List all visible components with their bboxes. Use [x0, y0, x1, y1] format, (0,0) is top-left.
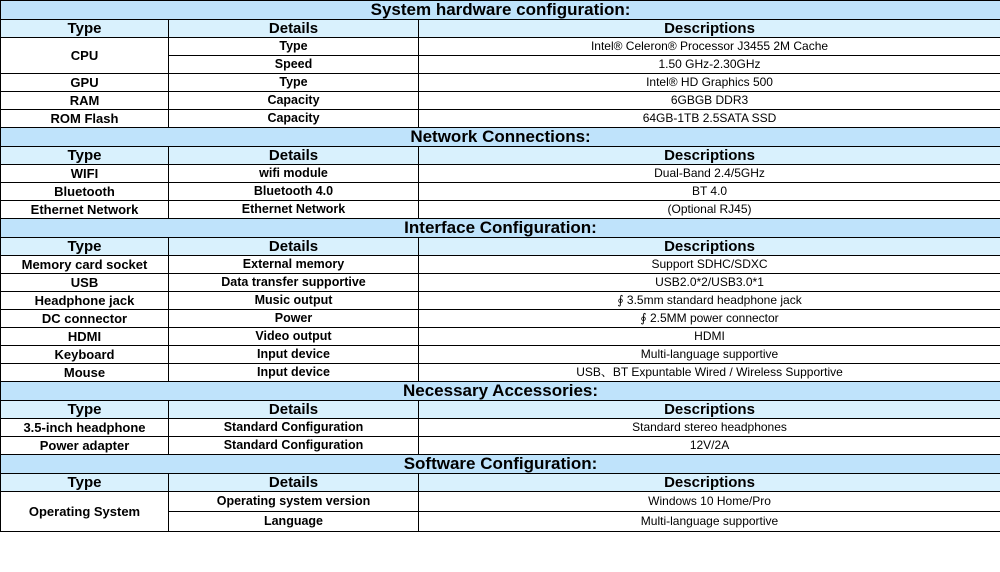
table-row: [1, 183, 1000, 201]
cell-details: wifi module: [169, 165, 419, 183]
cell-details: Language: [169, 512, 419, 532]
table-row: [1, 419, 1000, 437]
cell-details: Speed: [169, 56, 419, 74]
table-row: [1, 92, 1000, 110]
header-type: Type: [1, 147, 169, 165]
cell-description: BT 4.0: [419, 183, 1000, 201]
cell-description: USB2.0*2/USB3.0*1: [419, 274, 1000, 292]
cell-description: 6GBGB DDR3: [419, 92, 1000, 110]
cell-description: Support SDHC/SDXC: [419, 256, 1000, 274]
cell-type: RAM: [1, 92, 169, 110]
cell-details: Capacity: [169, 92, 419, 110]
section-header-network: [1, 128, 1000, 147]
section-header-interface: [1, 219, 1000, 238]
header-details: Details: [169, 20, 419, 38]
cell-type: Mouse: [1, 364, 169, 382]
cell-details: Operating system version: [169, 492, 419, 512]
cell-description: 64GB-1TB 2.5SATA SSD: [419, 110, 1000, 128]
table-row: [1, 256, 1000, 274]
cell-details: Type: [169, 74, 419, 92]
cell-type: ROM Flash: [1, 110, 169, 128]
cell-type: 3.5-inch headphone: [1, 419, 169, 437]
table-row: [1, 38, 1000, 56]
table-row: [1, 201, 1000, 219]
header-details: Details: [169, 401, 419, 419]
section-header-hardware: [1, 1, 1000, 20]
section-header-software: [1, 455, 1000, 474]
cell-description: 1.50 GHz-2.30GHz: [419, 56, 1000, 74]
header-type: Type: [1, 238, 169, 256]
cell-details: Bluetooth 4.0: [169, 183, 419, 201]
cell-type: Bluetooth: [1, 183, 169, 201]
header-details: Details: [169, 474, 419, 492]
column-header-row: [1, 474, 1000, 492]
cell-description: Intel® Celeron® Processor J3455 2M Cache: [419, 38, 1000, 56]
cell-details: Standard Configuration: [169, 419, 419, 437]
cell-details: Input device: [169, 364, 419, 382]
header-descriptions: Descriptions: [419, 401, 1000, 419]
cell-details: Type: [169, 38, 419, 56]
cell-details: Capacity: [169, 110, 419, 128]
cell-type: Keyboard: [1, 346, 169, 364]
cell-description: Windows 10 Home/Pro: [419, 492, 1000, 512]
header-type: Type: [1, 401, 169, 419]
section-title: System hardware configuration:: [1, 1, 1000, 20]
cell-type: Ethernet Network: [1, 201, 169, 219]
cell-description: ∮ 3.5mm standard headphone jack: [419, 292, 1000, 310]
cell-type: WIFI: [1, 165, 169, 183]
cell-description: Dual-Band 2.4/5GHz: [419, 165, 1000, 183]
cell-type: USB: [1, 274, 169, 292]
cell-type: DC connector: [1, 310, 169, 328]
table-row: [1, 346, 1000, 364]
header-type: Type: [1, 20, 169, 38]
header-descriptions: Descriptions: [419, 147, 1000, 165]
column-header-row: [1, 238, 1000, 256]
cell-description: 12V/2A: [419, 437, 1000, 455]
table-row: [1, 492, 1000, 512]
cell-type: Memory card socket: [1, 256, 169, 274]
cell-type: GPU: [1, 74, 169, 92]
cell-description: Multi-language supportive: [419, 346, 1000, 364]
table-row: [1, 437, 1000, 455]
cell-description: Multi-language supportive: [419, 512, 1000, 532]
cell-details: External memory: [169, 256, 419, 274]
section-title: Necessary Accessories:: [1, 382, 1000, 401]
column-header-row: [1, 401, 1000, 419]
table-row: [1, 328, 1000, 346]
section-title: Network Connections:: [1, 128, 1000, 147]
column-header-row: [1, 20, 1000, 38]
section-header-accessories: [1, 382, 1000, 401]
cell-details: Standard Configuration: [169, 437, 419, 455]
table-row: [1, 310, 1000, 328]
cell-description: ∮ 2.5MM power connector: [419, 310, 1000, 328]
table-row: [1, 165, 1000, 183]
cell-type: CPU: [1, 38, 169, 74]
header-type: Type: [1, 474, 169, 492]
section-title: Interface Configuration:: [1, 219, 1000, 238]
cell-details: Video output: [169, 328, 419, 346]
cell-details: Music output: [169, 292, 419, 310]
table-row: [1, 292, 1000, 310]
cell-details: Input device: [169, 346, 419, 364]
cell-type: HDMI: [1, 328, 169, 346]
cell-type: Power adapter: [1, 437, 169, 455]
cell-details: Data transfer supportive: [169, 274, 419, 292]
header-details: Details: [169, 147, 419, 165]
table-row: [1, 74, 1000, 92]
cell-description: Intel® HD Graphics 500: [419, 74, 1000, 92]
table-row: [1, 110, 1000, 128]
cell-description: (Optional RJ45): [419, 201, 1000, 219]
section-title: Software Configuration:: [1, 455, 1000, 474]
cell-type: Headphone jack: [1, 292, 169, 310]
column-header-row: [1, 147, 1000, 165]
cell-details: Power: [169, 310, 419, 328]
cell-type: Operating System: [1, 492, 169, 532]
cell-details: Ethernet Network: [169, 201, 419, 219]
table-row: [1, 364, 1000, 382]
table-row: [1, 274, 1000, 292]
header-descriptions: Descriptions: [419, 238, 1000, 256]
cell-description: HDMI: [419, 328, 1000, 346]
cell-description: Standard stereo headphones: [419, 419, 1000, 437]
cell-description: USB、BT Expuntable Wired / Wireless Supportive: [419, 364, 1000, 382]
header-descriptions: Descriptions: [419, 474, 1000, 492]
header-details: Details: [169, 238, 419, 256]
header-descriptions: Descriptions: [419, 20, 1000, 38]
